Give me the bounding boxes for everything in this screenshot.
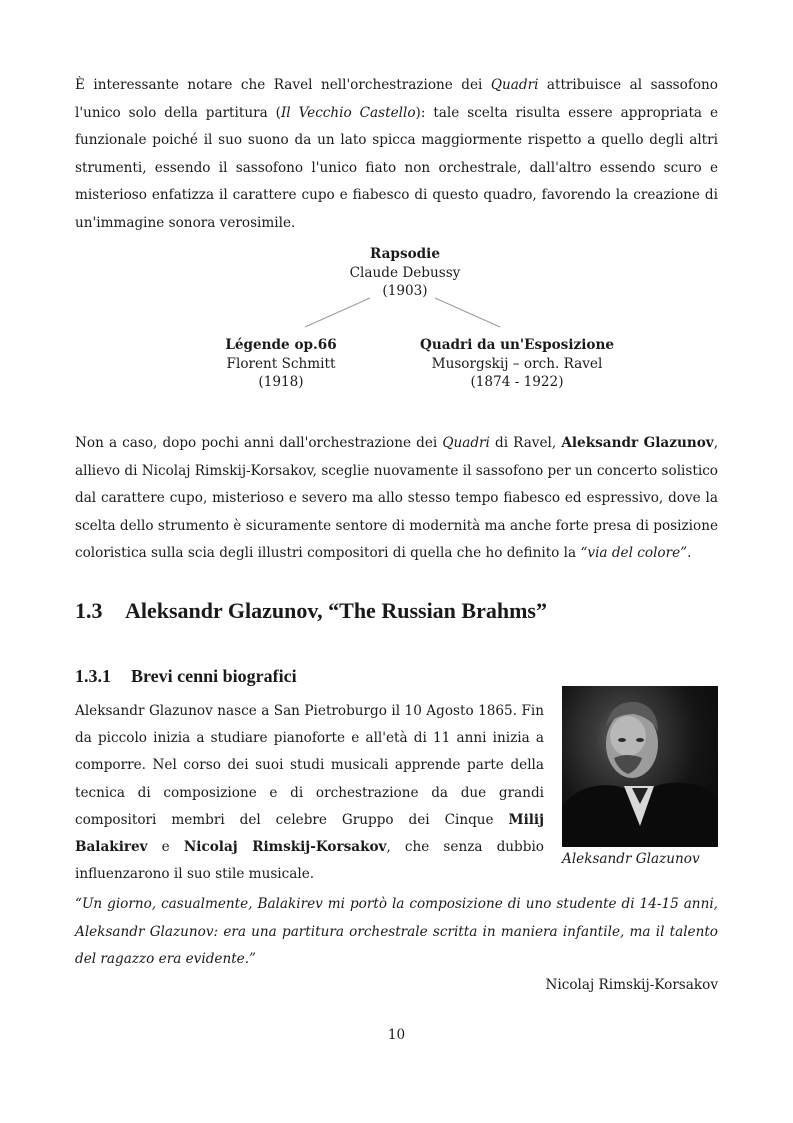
section-heading: [75, 598, 547, 624]
name-glazunov: Aleksandr Glazunov: [561, 435, 714, 451]
node-title: Quadri da un'Esposizione: [420, 337, 614, 353]
tree-node-legende: [190, 336, 372, 392]
text-run: di Ravel,: [489, 435, 562, 451]
name-balakirev: Milij Balakirev: [75, 811, 544, 856]
subsection-heading: [75, 666, 297, 687]
paragraph-biography: [75, 698, 544, 888]
work-title-vecchio-castello: Il Vecchio Castello: [280, 104, 416, 121]
tree-node-rapsodie: [305, 245, 505, 301]
node-title: Légende op.66: [225, 337, 337, 353]
subsection-title: Brevi cenni biografici: [131, 666, 297, 686]
name-rimskij-korsakov: Nicolaj Rimskij-Korsakov: [183, 839, 387, 856]
text-run: Aleksandr Glazunov nasce a San Pietroburgo il 10 Agosto 1865. Fin da piccolo inizia a studiare pianoforte e all'età di 11 anni inizia a comporre. Nel corso dei suoi studi musicali apprende parte della tecnica di composizione e di orchestrazione da due grandi compositori membri del celebre Gruppo dei Cinque: [75, 703, 544, 828]
node-year: (1918): [258, 374, 304, 390]
paragraph-saxophone-solo: [75, 72, 718, 237]
node-year: (1874 - 1922): [470, 374, 564, 390]
node-author: Musorgskij – orch. Ravel: [431, 355, 603, 372]
text-run: , che senza dubbio influenzarono il suo stile musicale.: [75, 839, 544, 883]
work-title-quadri: Quadri: [490, 77, 539, 93]
text-run: e: [147, 839, 184, 856]
quote-author: Nicolaj Rimskij-Korsakov: [545, 977, 718, 993]
portrait-photo: [562, 686, 718, 847]
page-number: 10: [387, 1027, 406, 1043]
paragraph-glazunov-concerto: [75, 430, 718, 568]
work-title-quadri: Quadri: [442, 435, 490, 451]
text-run: Non a caso, dopo pochi anni dall'orchestrazione dei: [75, 435, 443, 451]
text-run: È interessante notare che Ravel nell'orchestrazione dei: [75, 77, 491, 93]
photo-caption: Aleksandr Glazunov: [562, 851, 700, 867]
text-run: ): tale scelta risulta essere appropriata e funzionale poiché il suo suono da un lato spicca maggiormente rispetto a quello degli altri strumenti, essendo il sassofono l'unico fiato non orchestrale, dall'altro essendo scuro e misterioso enfatizza il carattere cupo e fiabesco di questo quadro, favorendo la creazione di un'immagine sonora verosimile.: [75, 104, 718, 231]
section-number: 1.3: [75, 598, 103, 623]
connector-right: [435, 298, 500, 327]
node-author: Florent Schmitt: [226, 355, 336, 372]
node-author: Claude Debussy: [349, 264, 461, 281]
text-run: .: [687, 545, 692, 561]
node-year: (1903): [382, 283, 428, 299]
connector-left: [305, 298, 370, 327]
tree-node-quadri: [392, 336, 642, 392]
section-title: Aleksandr Glazunov, “The Russian Brahms”: [125, 598, 547, 623]
node-title: Rapsodie: [370, 246, 440, 262]
subsection-number: 1.3.1: [75, 666, 111, 686]
text-run: , allievo di Nicolaj Rimskij-Korsakov, sceglie nuovamente il sassofono per un concerto solistico dal carattere cupo, misterioso e severo ma allo stesso tempo fiabesco ed espressivo, dove la scelta dello strumento è sicuramente sentore di modernità ma anche forte presa di posizione coloristica sulla scia degli illustri compositori di quella che ho definito la: [75, 435, 719, 561]
portrait-illustration: [562, 686, 718, 847]
text-run: attribuisce al sassofono l'unico solo della partitura (: [75, 77, 718, 121]
quote-rimskij-korsakov: “Un giorno, casualmente, Balakirev mi portò la composizione di uno studente di 14-15 anni, Aleksandr Glazunov: era una partitura orchestrale scritta in maniera infantile, ma il talento del ragazzo era evidente.”: [75, 896, 718, 967]
phrase-via-del-colore: “via del colore”: [580, 545, 688, 561]
